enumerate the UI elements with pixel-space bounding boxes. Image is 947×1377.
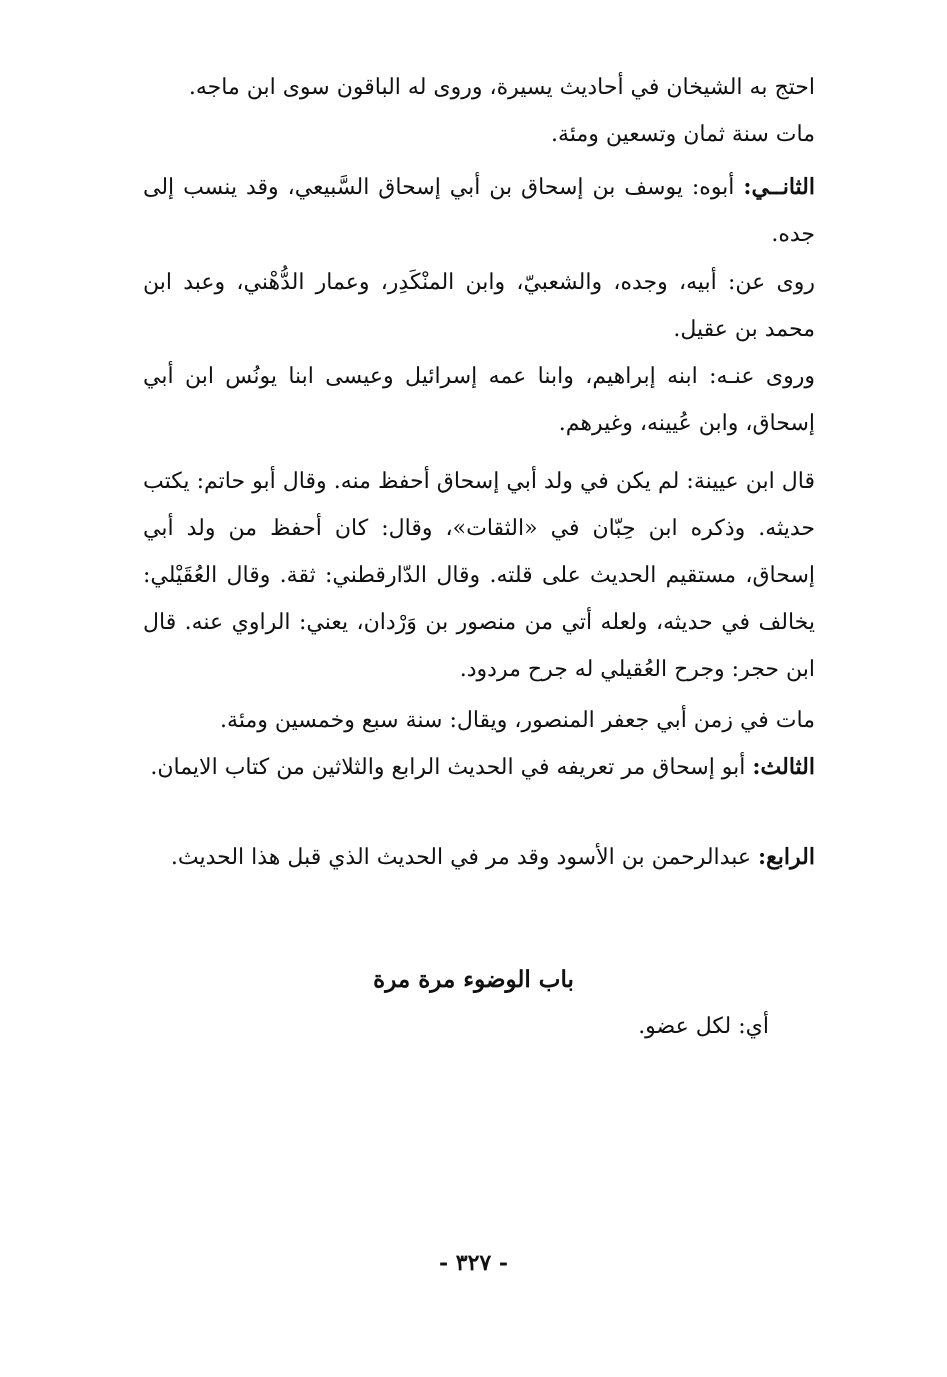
paragraph-third-narrator	[143, 744, 815, 791]
paragraph-death-198: مات سنة ثمان وتسعين ومئة.	[551, 122, 815, 147]
paragraph-narrated-by: وروى عنـه: ابنه إبراهيم، وابنا عمه إسرائيل وعيسى ابنا يونُس ابن أبي إسحاق، وابن عُيينه، وغيرهم.	[143, 364, 815, 436]
paragraph-block-1	[143, 64, 815, 158]
text-second: أبوه: يوسف بن إسحاق بن أبي إسحاق السَّبيعي، وقد ينسب إلى جده.	[143, 175, 815, 247]
text-fourth: عبدالرحمن بن الأسود وقد مر في الحديث الذي قبل هذا الحديث.	[170, 845, 758, 870]
paragraph-block-2	[143, 164, 815, 258]
section-note: أي: لكل عضو.	[638, 1014, 769, 1039]
paragraph-block-5	[143, 458, 815, 693]
paragraph-narrated-from: روى عن: أبيه، وجده، والشعبيّ، وابن المنْكَدِر، وعمار الدُّهْني، وعبد ابن محمد بن عقيل.	[143, 270, 815, 342]
paragraph-second-narrator	[143, 164, 815, 258]
paragraph-shaykhan: احتج به الشيخان في أحاديث يسيرة، وروى له الباقون سوى ابن ماجه.	[188, 75, 815, 100]
text-third: أبو إسحاق مر تعريفه في الحديث الرابع والثلاثين من كتاب الايمان.	[150, 755, 753, 780]
paragraph-death-157: مات في زمن أبي جعفر المنصور، ويقال: سنة سبع وخمسين ومئة.	[220, 708, 815, 733]
paragraph-evaluations: قال ابن عيينة: لم يكن في ولد أبي إسحاق أحفظ منه. وقال أبو حاتم: يكتب حديثه. وذكره ابن حِبّان في «الثقات»، وقال: كان أحفظ من ولد أبي إسحاق، مستقيم الحديث على قلته. وقال الدّارقطني: ثقة. وقال العُقَيْلي: يخالف في حديثه، ولعله أتي من منصور بن وَرْدان، يعني: الراوي عنه. قال ابن حجر: وجرح العُقيلي له جرح مردود.	[143, 469, 815, 682]
paragraph-block-3	[143, 259, 815, 353]
paragraph-block-7	[143, 834, 815, 881]
paragraph-block-6	[143, 697, 815, 791]
label-fourth: الرابع:	[757, 844, 815, 870]
paragraph-block-4	[143, 353, 815, 447]
paragraph-fourth-narrator	[143, 834, 815, 881]
label-second: الثانــي:	[743, 174, 815, 200]
label-third: الثالث:	[752, 754, 815, 780]
section-heading: باب الوضوء مرة مرة	[373, 966, 574, 993]
page-number: - ٣٢٧ -	[438, 1250, 509, 1276]
